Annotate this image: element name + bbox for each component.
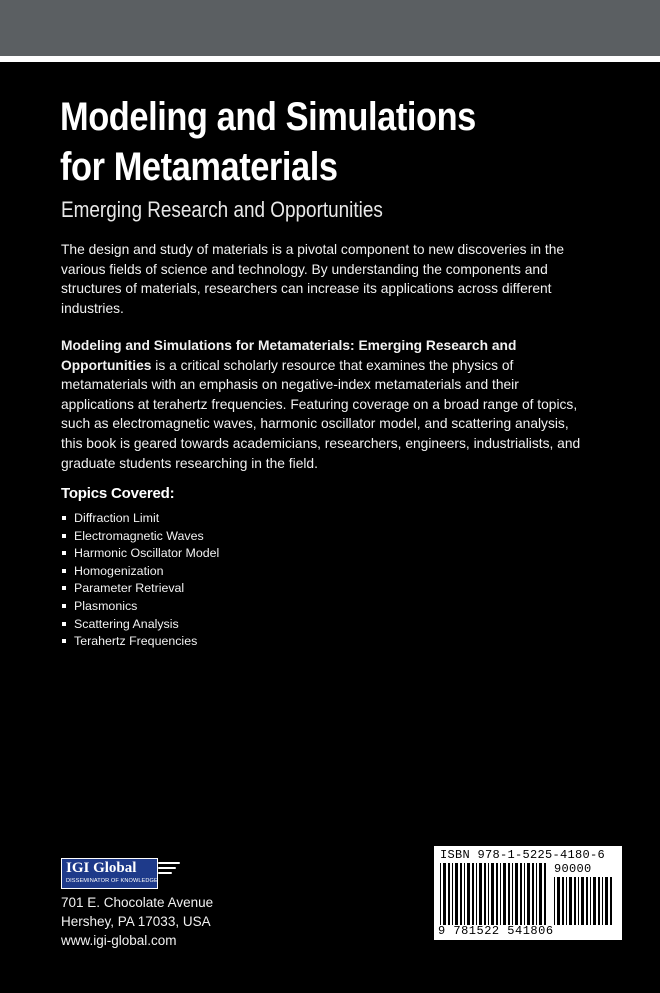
barcode-bar: [574, 877, 576, 925]
topic-item: [61, 580, 219, 598]
book-subtitle: Emerging Research and Opportunities: [61, 197, 383, 222]
barcode-bar: [488, 863, 489, 925]
barcode-bar: [562, 877, 564, 925]
barcode-bar: [602, 877, 603, 925]
topic-label: Plasmonics: [74, 598, 138, 613]
address-line-2: Hershey, PA 17033, USA: [61, 914, 211, 929]
barcode-bar: [539, 863, 542, 925]
barcode-bar: [460, 863, 462, 925]
barcode-bar: [464, 863, 465, 925]
barcode-bar: [491, 863, 494, 925]
isbn-barcode: [434, 846, 622, 940]
barcode-bar: [557, 877, 560, 925]
topic-label: Parameter Retrieval: [74, 581, 185, 596]
barcode-bars-addon: [554, 877, 614, 925]
barcode-bar: [452, 863, 453, 925]
publisher-website: www.igi-global.com: [61, 933, 177, 948]
price-code: 90000: [554, 862, 592, 876]
description-text: is a critical scholarly resource that examines the physics of metamaterials with an emphasis on negative-index metamaterials and their applications at terahertz frequencies. Featuring coverage on a broad range of topics, such as electromagnetic waves, harmonic oscillator model, and scattering analysis, this book is geared towards academicians, researchers, engineers, industrialists, and graduate students researching in the field.: [61, 357, 581, 471]
barcode-bar: [590, 877, 591, 925]
topic-label: Electromagnetic Waves: [74, 528, 204, 543]
isbn-label: ISBN 978-1-5225-4180-6: [440, 848, 606, 862]
topic-item: [61, 633, 219, 651]
barcode-bar: [532, 863, 534, 925]
top-white-rule: [0, 56, 660, 62]
logo-box: [61, 858, 158, 889]
barcode-bar: [440, 863, 441, 925]
topic-item: [61, 598, 219, 616]
logo-lines-icon: [158, 862, 180, 884]
barcode-bar: [605, 877, 608, 925]
topic-label: Diffraction Limit: [74, 511, 160, 525]
topics-list: [61, 510, 219, 651]
topic-label: Terahertz Frequencies: [74, 634, 198, 649]
barcode-bars-main: [440, 863, 548, 925]
barcode-bar: [527, 863, 530, 925]
barcode-bar: [443, 863, 446, 925]
bullet-icon: [62, 586, 66, 590]
bullet-icon: [62, 639, 66, 643]
bullet-icon: [62, 622, 66, 626]
barcode-bar: [476, 863, 477, 925]
barcode-bar: [508, 863, 510, 925]
barcode-bar: [520, 863, 522, 925]
barcode-bar: [544, 863, 546, 925]
barcode-bar: [484, 863, 486, 925]
topic-label: Scattering Analysis: [74, 616, 179, 631]
topic-item: [61, 528, 219, 546]
intro-paragraph: The design and study of materials is a pivotal component to new discoveries in the various fields of science and technology. By understanding the components and structures of materials, researchers can increase its applications across different industries.: [61, 242, 565, 316]
barcode-bar: [448, 863, 450, 925]
barcode-bar: [586, 877, 588, 925]
barcode-digits: 9 781522 541806: [438, 924, 554, 938]
description-paragraph: [61, 336, 591, 473]
bullet-icon: [62, 516, 66, 520]
topic-item: [61, 545, 219, 563]
barcode-bar: [500, 863, 501, 925]
barcode-bar: [610, 877, 612, 925]
barcode-bar: [524, 863, 525, 925]
barcode-bar: [479, 863, 482, 925]
barcode-bar: [569, 877, 572, 925]
topic-label: Homogenization: [74, 563, 164, 578]
publisher-logo: [61, 858, 181, 888]
bullet-icon: [62, 551, 66, 555]
logo-name: IGI Global: [66, 860, 137, 876]
book-title: [60, 92, 559, 192]
barcode-bar: [598, 877, 600, 925]
publisher-address: [61, 893, 213, 950]
barcode-bar: [515, 863, 518, 925]
address-line-1: 701 E. Chocolate Avenue: [61, 895, 214, 910]
title-line-1: Modeling and Simulations: [60, 95, 476, 139]
barcode-bar: [554, 877, 555, 925]
logo-tagline: DISSEMINATOR OF KNOWLEDGE: [66, 878, 158, 884]
barcode-bar: [578, 877, 579, 925]
bullet-icon: [62, 534, 66, 538]
barcode-bar: [536, 863, 537, 925]
barcode-bar: [455, 863, 458, 925]
barcode-bar: [503, 863, 506, 925]
description-bold-title: Modeling and Simulations for Metamaterials: Emerging Research and Opportunities: [61, 338, 517, 373]
topic-item: [61, 616, 219, 634]
barcode-bar: [467, 863, 470, 925]
topic-item: [61, 510, 219, 528]
bullet-icon: [62, 604, 66, 608]
barcode-bar: [512, 863, 513, 925]
barcode-bar: [593, 877, 596, 925]
topic-item: [61, 563, 219, 581]
topic-label: Harmonic Oscillator Model: [74, 546, 220, 561]
barcode-bar: [472, 863, 474, 925]
top-gray-band: [0, 0, 660, 56]
barcode-bar: [496, 863, 498, 925]
title-line-2: for Metamaterials: [60, 145, 338, 189]
bullet-icon: [62, 569, 66, 573]
barcode-bar: [566, 877, 567, 925]
barcode-bar: [581, 877, 584, 925]
topics-heading: Topics Covered:: [61, 485, 175, 502]
